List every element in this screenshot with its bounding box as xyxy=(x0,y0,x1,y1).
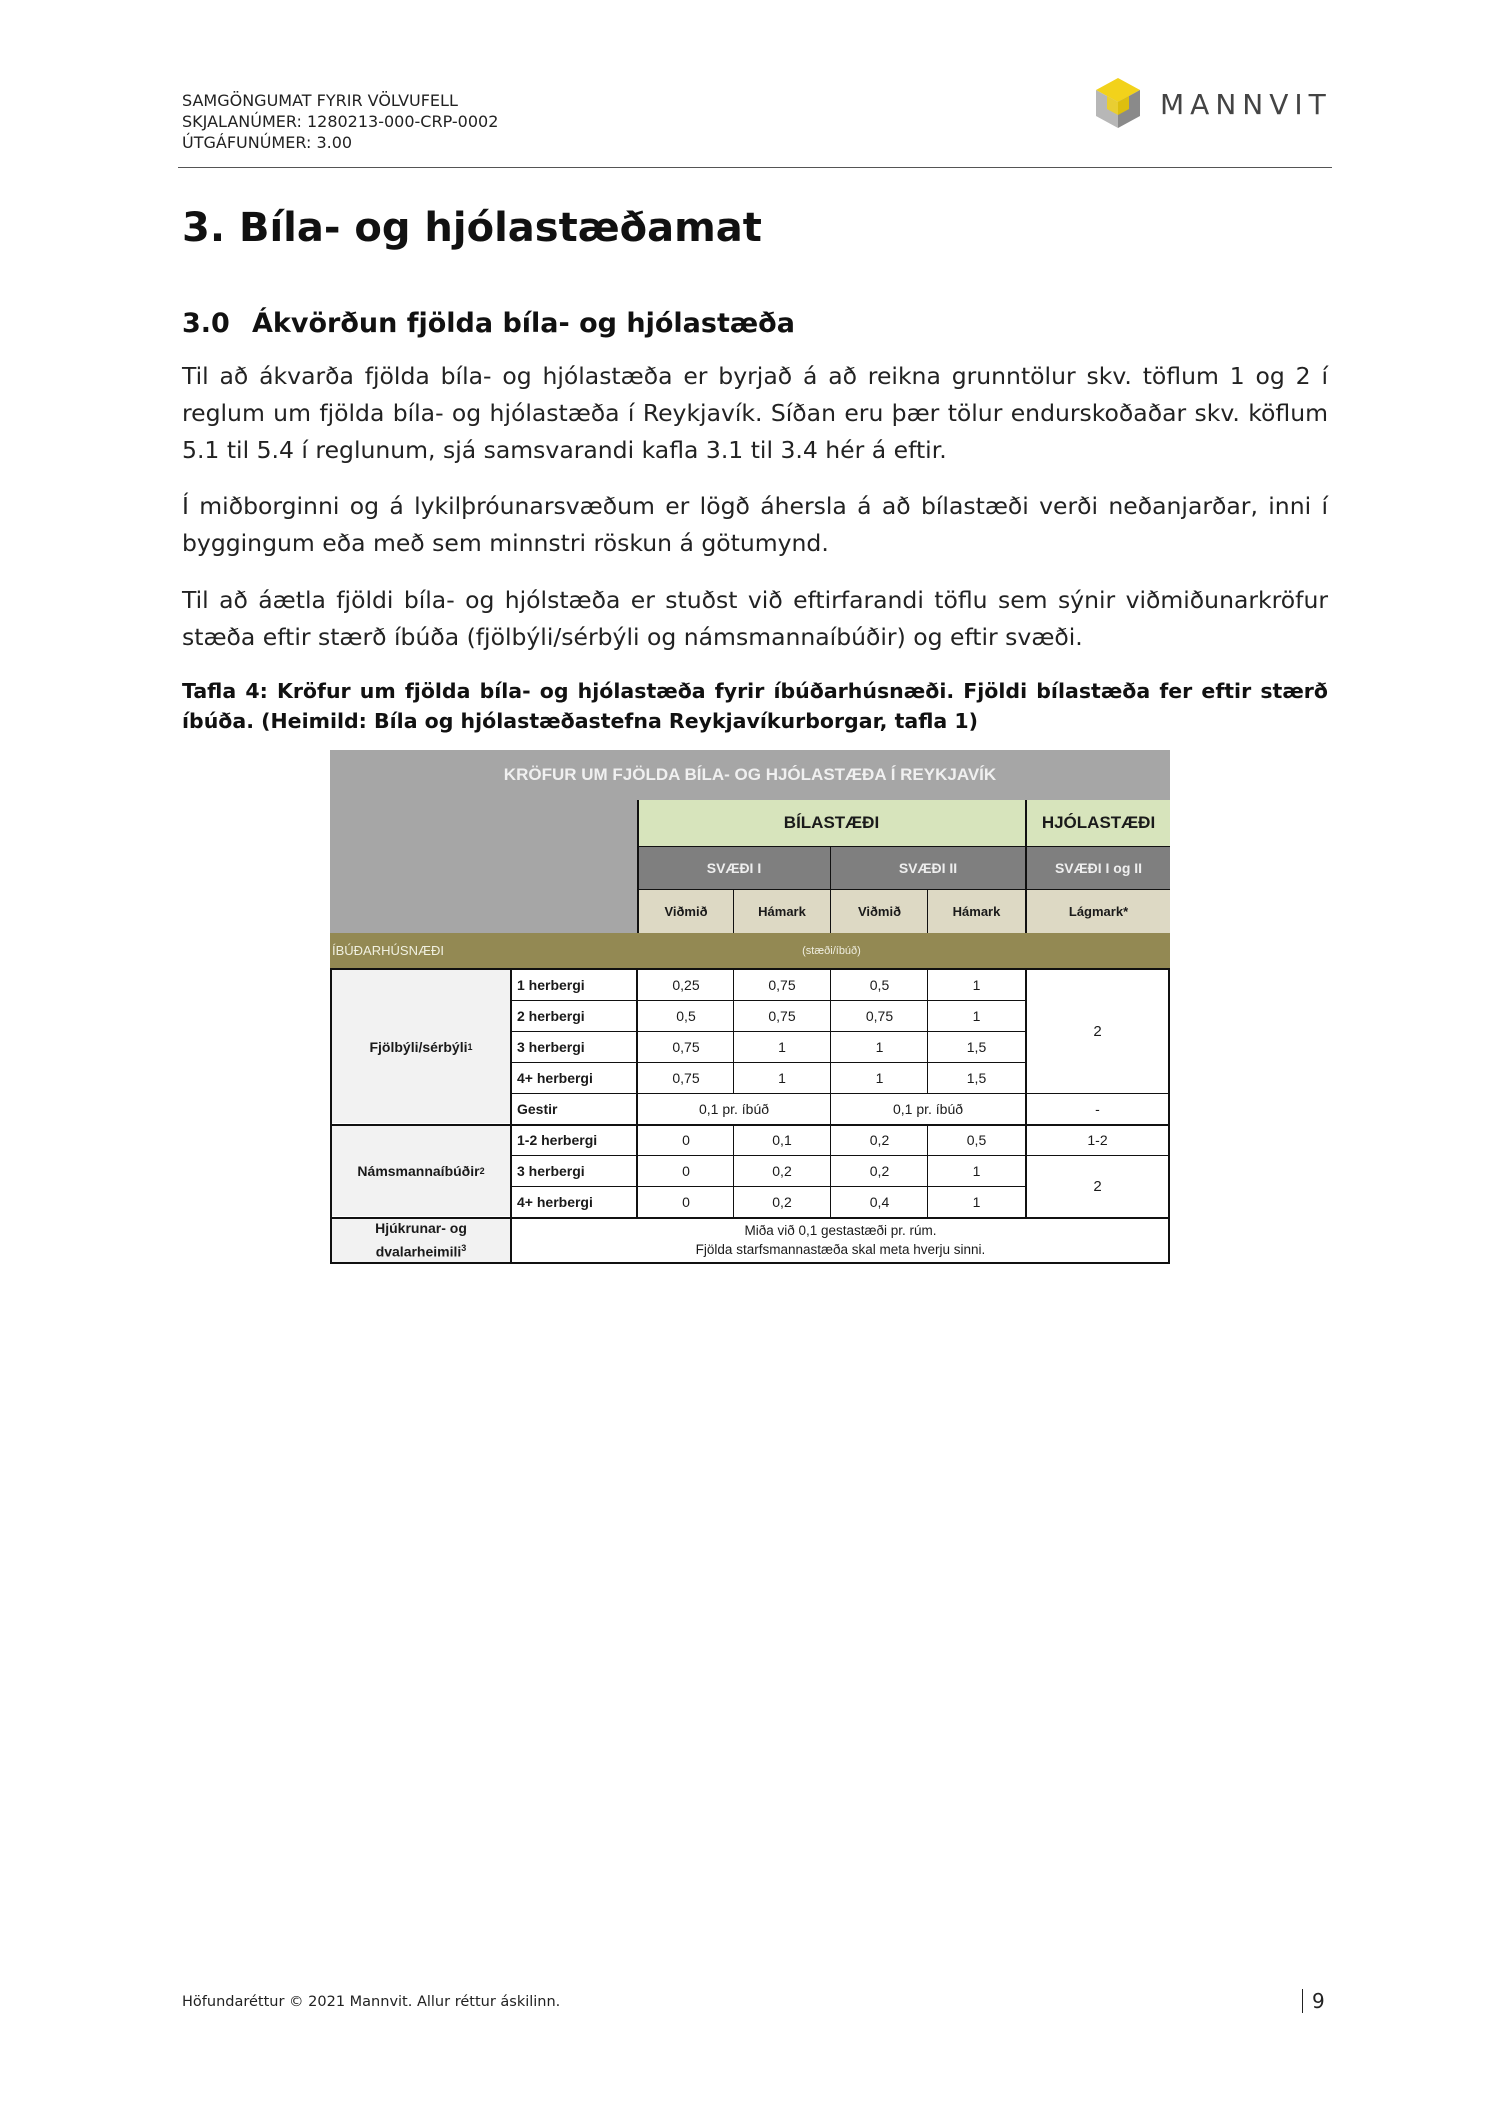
page-number: 9 xyxy=(1312,1989,1325,2013)
table-value-cell: 0,5 xyxy=(966,1131,987,1148)
fjolbyli-hjol-value: 2 xyxy=(1093,1022,1102,1040)
paragraph: Í miðborginni og á lykilþróunarsvæðum er lögð áhersla á að bílastæði verði neðanjarðar, inni í byggingum eða með sem minnstri röskun á götumynd. xyxy=(182,492,1328,557)
gestir-label: Gestir xyxy=(517,1100,558,1117)
table-value-cell: 1 xyxy=(778,1038,786,1055)
nams-hjol-value: 1-2 xyxy=(1087,1131,1108,1148)
table-gridline xyxy=(638,889,1170,890)
hamark-header: Hámark xyxy=(928,890,1025,933)
parking-requirements-table xyxy=(330,750,1170,1264)
table-gridline xyxy=(927,1125,928,1218)
table-value-cell: 0,2 xyxy=(772,1162,792,1179)
subsection-title: Ákvörðun fjölda bíla- og hjólastæða xyxy=(252,308,795,339)
table-value-cell: 1 xyxy=(875,1069,884,1086)
table-caption: Tafla 4: Kröfur um fjölda bíla- og hjólastæða fyrir íbúðarhúsnæði. Fjöldi bílastæða fer eftir stærð íbúða. (Heimild: Bíla og hjólastæðastefna Reykjavíkurborgar, tafla 1) xyxy=(182,679,1328,733)
header-version-number: ÚTGÁFUNÚMER: 3.00 xyxy=(182,133,353,152)
hjolastaedi-header: HJÓLASTÆÐI xyxy=(1027,800,1170,846)
section-unit: (stæði/íbúð) xyxy=(802,944,861,957)
table-value-cell: 0,75 xyxy=(865,1007,894,1024)
header-project-title: SAMGÖNGUMAT FYRIR VÖLVUFELL xyxy=(182,91,458,110)
table-gridline xyxy=(1025,800,1027,933)
room-size-label: 1-2 herbergi xyxy=(517,1131,598,1148)
table-value-cell: 1 xyxy=(778,1069,786,1086)
table-value-cell: 1 xyxy=(972,1007,981,1024)
room-size-label: 4+ herbergi xyxy=(517,1193,593,1210)
table-value-cell: 0,5 xyxy=(869,976,890,993)
table-value-cell: 0,25 xyxy=(672,976,700,993)
table-value-cell: 1 xyxy=(972,976,981,993)
table-gridline xyxy=(733,890,734,933)
hjukrun-note: Miða við 0,1 gestastæði pr. rúm. Fjölda starfsmannastæða skal meta hverju sinni. xyxy=(695,1223,986,1257)
nams-label-cell: Námsmannaíbúðir 2 xyxy=(332,1125,510,1216)
subsection-number: 3.0 xyxy=(182,308,230,339)
table-gridline xyxy=(512,1093,1170,1094)
svaedi-2-header: SVÆÐI II xyxy=(831,846,1025,890)
gestir-hjol: - xyxy=(1095,1100,1100,1117)
gestir-svaedi-1: 0,1 pr. íbúð xyxy=(698,1100,770,1117)
lagmark-header: Lágmark* xyxy=(1027,890,1170,933)
room-size-label: 2 herbergi xyxy=(517,1007,585,1024)
room-size-label: 1 herbergi xyxy=(517,976,585,993)
paragraph: Til að ákvarða fjölda bíla- og hjólastæða er byrjað á að reikna grunntölur skv. töflum 1 og 2 í reglum um fjölda bíla- og hjólastæða í Reykjavík. Síðan eru þær tölur endurskoðaðar skv. köflum 5.1 til 5.4 í reglunum, sjá samsvarandi kafla 3.1 til 3.4 hér á eftir. xyxy=(182,362,1328,464)
table-gridline xyxy=(512,1031,1027,1032)
table-value-cell: 0,5 xyxy=(676,1007,696,1024)
table-value-cell: 0,2 xyxy=(772,1193,792,1210)
gestir-svaedi-2: 0,1 pr. íbúð xyxy=(892,1100,964,1117)
table-gridline xyxy=(330,1124,1170,1126)
hamark-header: Hámark xyxy=(734,890,830,933)
header-divider xyxy=(178,167,1332,168)
logo-wordmark: MANNVIT xyxy=(1160,88,1332,121)
table-gridline xyxy=(512,1062,1027,1063)
table-title: KRÖFUR UM FJÖLDA BÍLA- OG HJÓLASTÆÐA Í REYKJAVÍK xyxy=(503,765,997,784)
table-value-cell: 0,75 xyxy=(672,1038,700,1055)
table-value-cell: 1 xyxy=(972,1193,981,1210)
table-value-cell: 1,5 xyxy=(966,1038,987,1055)
table-value-cell: 0,75 xyxy=(672,1069,700,1086)
table-gridline xyxy=(733,1125,734,1218)
footer-copyright: Höfundaréttur © 2021 Mannvit. Allur réttur áskilinn. xyxy=(182,1994,561,2010)
paragraph: Til að áætla fjöldi bíla- og hjólstæða er stuðst við eftirfarandi töflu sem sýnir viðmiðunarkröfur stæða eftir stærð íbúða (fjölbýli/sérbýli og námsmannaíbúðir) og eftir svæði. xyxy=(182,586,1328,651)
table-value-cell: 0,2 xyxy=(869,1162,890,1179)
section-heading: 3. Bíla- og hjólastæðamat xyxy=(182,205,762,251)
document-header xyxy=(182,90,498,153)
table-value-cell: 1 xyxy=(972,1162,981,1179)
table-gridline xyxy=(512,1186,1027,1187)
room-size-label: 4+ herbergi xyxy=(517,1069,593,1086)
table-value-cell: 0 xyxy=(682,1193,690,1210)
table-value-cell: 0,75 xyxy=(768,1007,796,1024)
svaedi-12-header: SVÆÐI I og II xyxy=(1027,846,1170,890)
table-gridline xyxy=(637,800,639,933)
bilastaedi-header: BÍLASTÆÐI xyxy=(638,800,1025,846)
table-value-cell: 1,5 xyxy=(966,1069,987,1086)
svaedi-1-header: SVÆÐI I xyxy=(638,846,830,890)
table-gridline xyxy=(330,1217,1170,1219)
mannvit-logo xyxy=(1090,74,1330,134)
table-value-cell: 0 xyxy=(682,1162,690,1179)
vidmid-header: Viðmið xyxy=(831,890,928,933)
mannvit-cube-icon xyxy=(1090,76,1146,132)
table-gridline xyxy=(510,968,512,1264)
table-value-cell: 0,1 xyxy=(772,1131,792,1148)
subsection-heading xyxy=(182,308,795,339)
room-size-label: 3 herbergi xyxy=(517,1162,585,1179)
table-value-cell: 0,2 xyxy=(869,1131,890,1148)
section-label: ÍBÚÐARHÚSNÆÐI xyxy=(332,943,444,958)
table-gridline xyxy=(638,846,1170,847)
fjolbyli-label-cell: Fjölbýli/sérbýli 1 xyxy=(332,970,510,1123)
table-title-band xyxy=(330,750,1170,800)
table-gridline xyxy=(927,890,928,933)
table-value-cell: 0 xyxy=(682,1131,690,1148)
table-value-cell: 0,75 xyxy=(768,976,796,993)
table-value-cell: 1 xyxy=(875,1038,884,1055)
header-document-number: SKJALANÚMER: 1280213-000-CRP-0002 xyxy=(182,112,499,131)
table-value-cell: 0,4 xyxy=(869,1193,890,1210)
page-number-divider xyxy=(1302,1989,1303,2013)
room-size-label: 3 herbergi xyxy=(517,1038,585,1055)
table-gridline xyxy=(512,1155,1170,1156)
hjukrun-label-cell: Hjúkrunar- og dvalarheimili$^3$ xyxy=(332,1218,510,1262)
vidmid-header: Viðmið xyxy=(638,890,734,933)
nams-hjol-value: 2 xyxy=(1093,1177,1102,1195)
table-gridline xyxy=(512,1000,1027,1001)
